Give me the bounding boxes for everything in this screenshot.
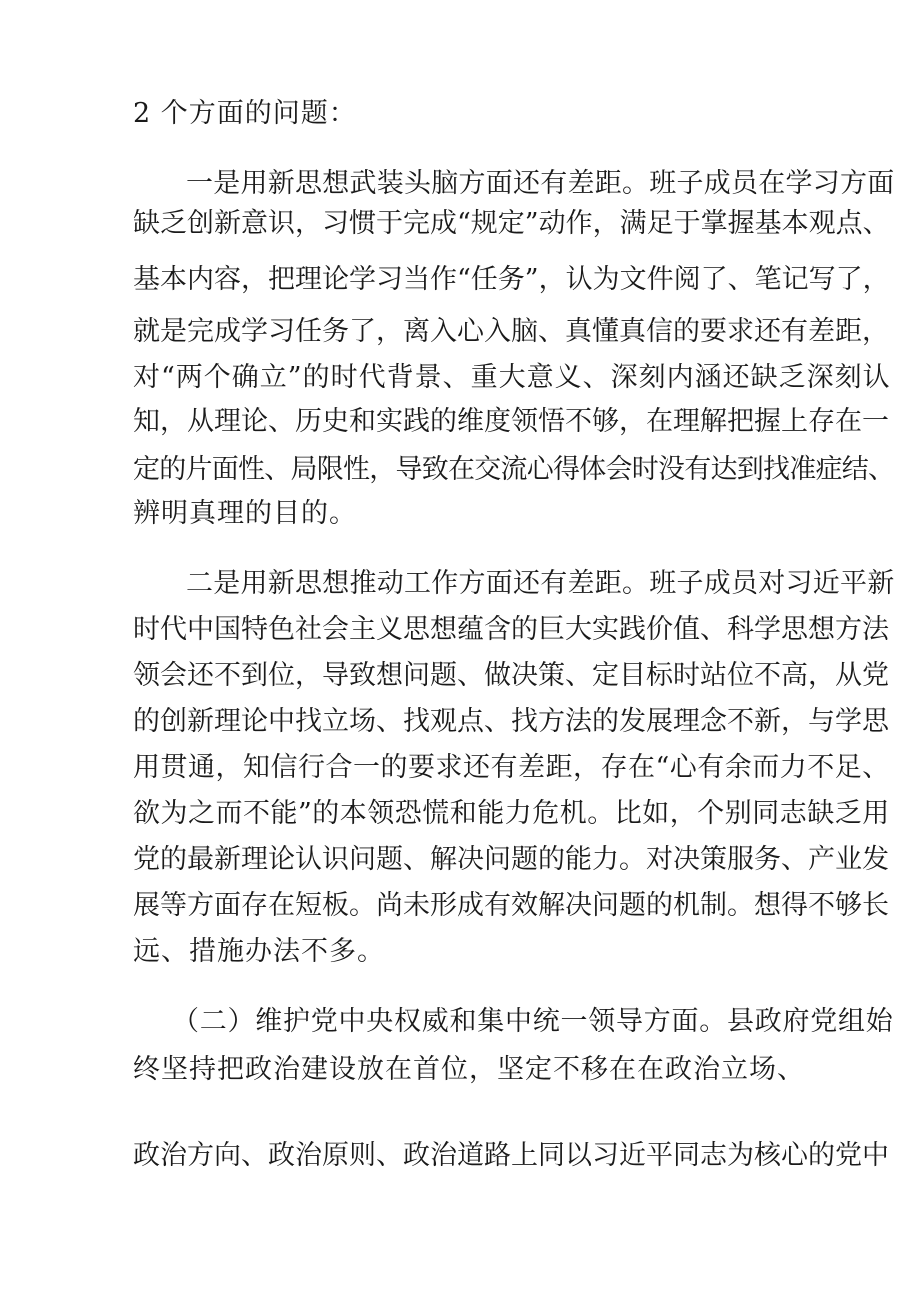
paragraph-3-line: （二）维护党中央权威和集中统一领导方面。县政府党组始 [172, 1006, 894, 1037]
paragraph-1-line: 定的片面性、局限性，导致在交流心得体会时没有达到找准症结、 [133, 454, 895, 485]
paragraph-1-line: 基本内容，把理论学习当作“任务”，认为文件阅了、笔记写了， [133, 264, 890, 295]
paragraph-3-line: 政治方向、政治原则、政治道路上同以习近平同志为核心的党中 [133, 1140, 889, 1171]
paragraph-3-line: 终坚持把政治建设放在首位，坚定不移在在政治立场、 [133, 1054, 805, 1085]
paragraph-2-line: 时代中国特色社会主义思想蕴含的巨大实践价值、科学思想方法 [133, 614, 889, 645]
paragraph-2-line: 二是用新思想推动工作方面还有差距。班子成员对习近平新 [186, 568, 895, 599]
paragraph-2-line: 领会还不到位，导致想问题、做决策、定目标时站位不高，从党 [133, 660, 889, 691]
paragraph-2-line: 用贯通，知信行合一的要求还有差距，存在“心有余而力不足、 [133, 752, 890, 783]
text-line: 2 个方面的问题： [133, 98, 357, 129]
paragraph-1-line: 一是用新思想武装头脑方面还有差距。班子成员在学习方面 [186, 168, 895, 199]
paragraph-1-line: 辨明真理的目的。 [133, 498, 357, 529]
paragraph-2-line: 党的最新理论认识问题、解决问题的能力。对决策服务、产业发 [133, 844, 889, 875]
paragraph-1-line: 就是完成学习任务了，离入心入脑、真懂真信的要求还有差距， [133, 316, 889, 347]
paragraph-2-line: 远、措施办法不多。 [133, 936, 385, 967]
paragraph-1-line: 缺乏创新意识，习惯于完成“规定”动作，满足于掌握基本观点、 [133, 208, 890, 239]
paragraph-2-line: 展等方面存在短板。尚未形成有效解决问题的机制。想得不够长 [133, 890, 889, 921]
paragraph-2-line: 欲为之而不能”的本领恐慌和能力危机。比如，个别同志缺乏用 [133, 798, 890, 829]
paragraph-1-line: 知，从理论、历史和实践的维度领悟不够，在理解把握上存在一 [133, 406, 889, 437]
paragraph-2-line: 的创新理论中找立场、找观点、找方法的发展理念不新，与学思 [133, 706, 889, 737]
paragraph-1-line: 对“两个确立”的时代背景、重大意义、深刻内涵还缺乏深刻认 [133, 362, 891, 393]
